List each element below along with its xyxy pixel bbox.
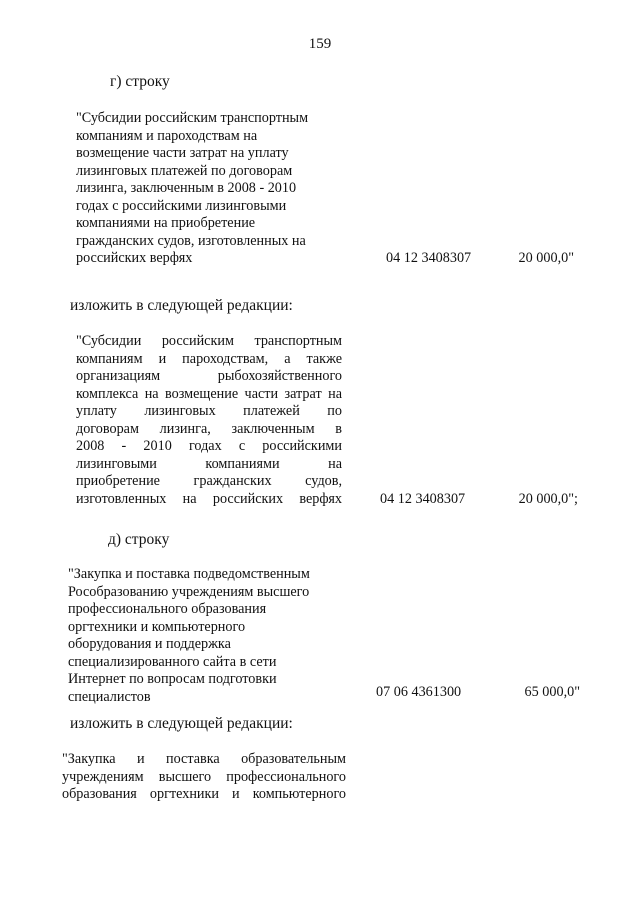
text-line: лизинга, заключенным в 2008 - 2010	[76, 180, 297, 196]
text-line: профессионального образования	[68, 601, 267, 617]
text-line: гражданских судов, изготовленных на	[76, 232, 306, 249]
text-line: специализированного сайта в сети	[68, 653, 277, 670]
text-line: приобретение гражданских судов,	[76, 473, 342, 489]
text-line: лизинговыми компаниями на	[76, 455, 342, 472]
section-g-old-code: 04 12 3408307	[386, 250, 472, 266]
text-line: "Субсидии российским транспортным	[76, 333, 342, 349]
page-number: 159	[308, 36, 332, 52]
section-g-new-code: 04 12 3408307	[380, 491, 466, 507]
text-line: организациям рыбохозяйственного	[76, 368, 342, 384]
text-line: изготовленных на российских верфях	[76, 490, 342, 507]
text-line: комплекса на возмещение части затрат на	[76, 385, 342, 402]
text-line: годах с российскими лизинговыми	[76, 197, 287, 214]
section-d-heading: д) строку	[108, 531, 170, 548]
text-line: 2008 - 2010 годах с российскими	[76, 438, 342, 454]
text-line: оргтехники и компьютерного	[68, 618, 246, 635]
section-d-instruction: изложить в следующей редакции:	[70, 715, 293, 732]
text-line: "Субсидии российским транспортным	[76, 110, 309, 126]
text-line: Интернет по вопросам подготовки	[68, 671, 277, 687]
text-line: "Закупка и поставка подведомственным	[68, 566, 310, 582]
text-line: "Закупка и поставка образовательным	[62, 751, 346, 767]
text-line: российских верфях	[76, 250, 193, 266]
section-d-new-text	[62, 751, 346, 804]
section-d-old-code: 07 06 4361300	[376, 684, 462, 700]
section-g-new-text	[76, 333, 342, 508]
section-g-instruction: изложить в следующей редакции:	[70, 297, 293, 314]
text-line: образования оргтехники и компьютерного	[62, 786, 346, 802]
section-g-old-amount: 20 000,0"	[518, 250, 574, 266]
text-line: компаниям и пароходствам на	[76, 127, 258, 144]
section-g-new-amount: 20 000,0";	[518, 491, 578, 507]
text-line: договорам лизинга, заключенным в	[76, 420, 342, 437]
section-g-old-text	[76, 110, 342, 268]
section-d-old-text	[68, 566, 344, 706]
text-line: Рособразованию учреждениям высшего	[68, 583, 310, 600]
section-g-heading: г) строку	[110, 73, 170, 90]
text-line: компаниям и пароходствам, а также	[76, 350, 342, 367]
text-line: лизинговых платежей по договорам	[76, 162, 293, 179]
text-line: возмещение части затрат на уплату	[76, 145, 289, 161]
section-d-old-amount: 65 000,0"	[524, 684, 580, 700]
text-line: уплату лизинговых платежей по	[76, 403, 342, 419]
text-line: оборудования и поддержка	[68, 636, 231, 652]
text-line: специалистов	[68, 688, 151, 705]
text-line: учреждениям высшего профессионального	[62, 768, 346, 785]
text-line: компаниями на приобретение	[76, 215, 256, 231]
